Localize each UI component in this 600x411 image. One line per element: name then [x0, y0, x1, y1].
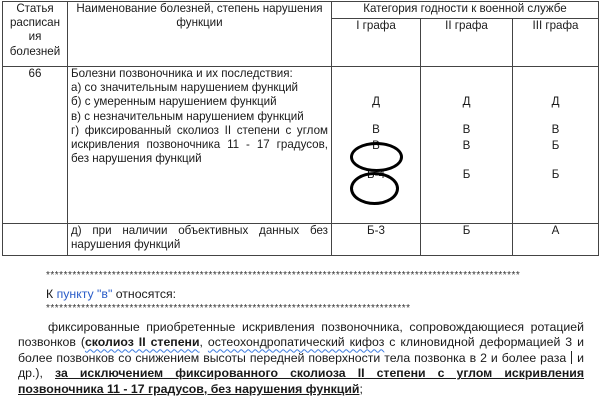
value-g-1: Б-4	[367, 168, 385, 181]
reference-suffix: относятся:	[112, 287, 177, 301]
value-b-1: В	[372, 123, 380, 136]
highlight-ellipse-b4	[350, 172, 399, 205]
value-d-3: А	[513, 224, 599, 256]
para-part-5: с клиновидной деформацией 3 и более позвонков со снижением высоты передней поверхности тела позвонка в 2 и более раза	[18, 335, 584, 365]
separator-stars-top: ************************************************************************************************************	[46, 270, 521, 281]
value-v-1: В	[372, 139, 380, 152]
para-part-6: и др.),	[18, 350, 584, 381]
value-v-2: В	[462, 139, 471, 152]
reference-prefix: К	[46, 287, 57, 301]
separator-stars-bottom: ***********************************************************************************	[46, 303, 411, 314]
header-column-1: I графа	[332, 19, 421, 67]
header-column-2: II графа	[421, 19, 513, 67]
column-3-values	[513, 67, 599, 224]
article-number: 66	[3, 67, 68, 224]
empty-cell	[3, 224, 68, 256]
reference-link[interactable]: пункту "в"	[56, 287, 113, 301]
para-kyphosis: остеохондропатический кифоз	[207, 335, 385, 350]
para-part-1: фиксированные приобретенные искривления позвоночника, сопровождающиеся ротацией позвонков (	[18, 320, 584, 350]
value-b-3: В	[551, 123, 560, 136]
para-part-3: ,	[199, 335, 208, 350]
row-text-a: а) со значительным нарушением функций	[71, 81, 299, 95]
header-column-3: III графа	[513, 19, 599, 67]
value-a-1: Д	[372, 95, 380, 108]
reference-line	[46, 287, 176, 302]
para-end: ;	[359, 381, 363, 396]
para-scoliosis: сколиоз II степени	[84, 335, 200, 350]
header-article: Статья расписан ия болезней	[3, 2, 68, 67]
value-g-3: Б	[551, 168, 560, 181]
text-cursor	[571, 351, 572, 364]
value-v-3: Б	[551, 139, 560, 152]
intro-text: Болезни позвоночника и их последствия:	[71, 67, 293, 80]
para-exception: за исключением фиксированного сколиоза II степени с углом искривления позвоночника 11 - 17 градусов, без нарушения функций	[18, 366, 585, 396]
value-a-3: Д	[551, 95, 560, 108]
explanation-paragraph	[18, 320, 584, 397]
value-a-2: Д	[462, 95, 471, 108]
highlight-ellipse-v	[350, 142, 403, 172]
row-text-g: г) фиксированный сколиоз II степени с углом искривления позвоночника 11 - 17 градусов, без нарушения функций	[71, 123, 328, 166]
header-disease-name: Наименование болезней, степень нарушения функции	[68, 2, 332, 67]
value-g-2: Б	[462, 168, 471, 181]
value-b-2: В	[462, 123, 471, 136]
disease-description	[68, 67, 332, 224]
row-text-b: б) с умеренным нарушением функций	[71, 95, 277, 109]
value-d-2: Б	[421, 224, 513, 256]
value-d-1: Б-3	[332, 224, 421, 256]
row-text-v: в) с незначительным нарушением функций	[71, 109, 304, 123]
fitness-categories-table	[2, 1, 599, 256]
header-category: Категория годности к военной службе	[332, 2, 599, 19]
row-text-d: д) при наличии объективных данных без нарушения функций	[68, 224, 332, 256]
column-2-values	[421, 67, 513, 224]
